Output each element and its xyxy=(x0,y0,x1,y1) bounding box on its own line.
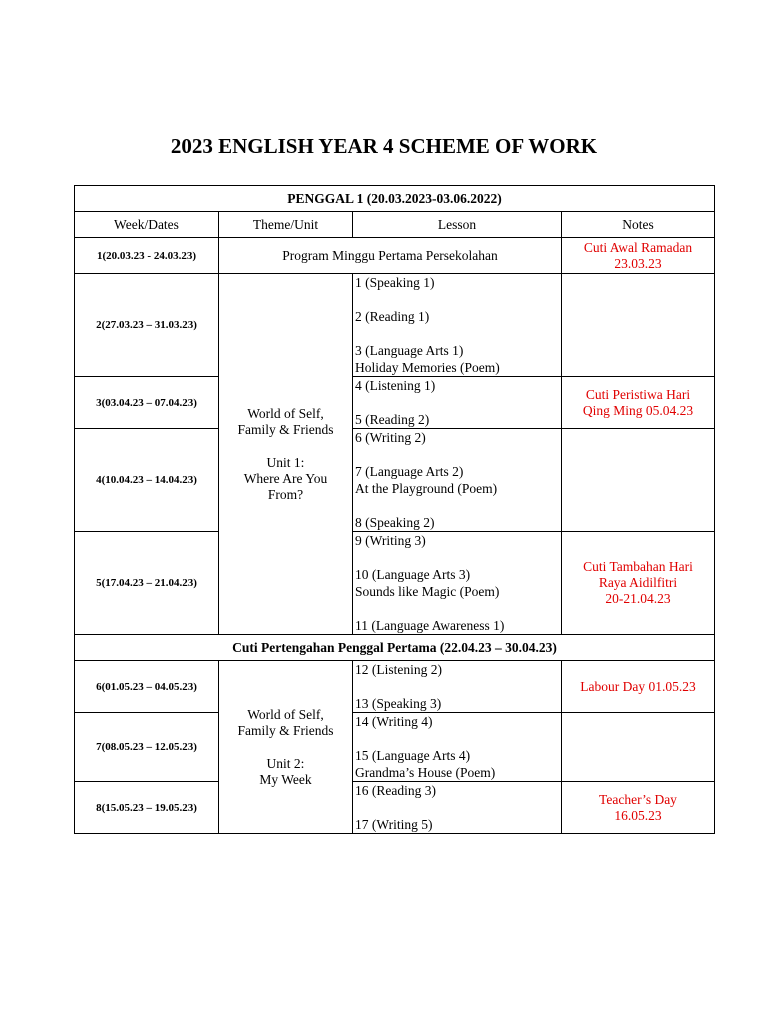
lesson-line: Sounds like Magic (Poem) xyxy=(355,584,500,599)
scheme-of-work-table xyxy=(74,185,715,834)
table-row xyxy=(75,429,715,532)
lesson-line: 8 (Speaking 2) xyxy=(355,515,435,530)
week-dates: 3(03.04.23 – 07.04.23) xyxy=(75,377,219,429)
theme-line: Family & Friends xyxy=(237,722,334,738)
notes-cell xyxy=(562,238,715,274)
theme-line: World of Self, xyxy=(247,706,324,722)
note-line: Cuti Peristiwa Hari xyxy=(585,386,691,402)
week-dates: 4(10.04.23 – 14.04.23) xyxy=(75,429,219,532)
note-line: Raya Aidilfitri xyxy=(598,575,678,590)
column-header-row xyxy=(75,212,715,238)
lesson-line: Holiday Memories (Poem) xyxy=(355,360,500,375)
lesson-cell xyxy=(353,661,562,713)
lesson-line: 3 (Language Arts 1) xyxy=(355,343,464,358)
lesson-line: 6 (Writing 2) xyxy=(355,430,426,445)
notes-cell xyxy=(562,661,715,713)
lesson-cell xyxy=(353,274,562,377)
lesson-line: 10 (Language Arts 3) xyxy=(355,567,471,582)
theme-line: World of Self, xyxy=(247,405,324,421)
notes-cell xyxy=(562,532,715,635)
week-dates: 5(17.04.23 – 21.04.23) xyxy=(75,532,219,635)
lesson-cell xyxy=(353,782,562,834)
unit-line: Unit 1: xyxy=(266,454,305,470)
week-dates: 2(27.03.23 – 31.03.23) xyxy=(75,274,219,377)
lesson-line: 7 (Language Arts 2) xyxy=(355,464,464,479)
notes-cell xyxy=(562,274,715,377)
lesson-line: 13 (Speaking 3) xyxy=(355,696,442,711)
column-header-theme: Theme/Unit xyxy=(219,212,353,238)
unit-line: Where Are You xyxy=(243,470,328,486)
notes-cell xyxy=(562,782,715,834)
lesson-line: 4 (Listening 1) xyxy=(355,378,436,393)
lesson-cell xyxy=(353,377,562,429)
note-line: 16.05.23 xyxy=(614,807,662,823)
note-line: Cuti Tambahan Hari xyxy=(583,559,693,574)
lesson-cell xyxy=(353,713,562,782)
note-line: Teacher’s Day xyxy=(599,791,677,807)
table-row xyxy=(75,377,715,429)
unit-line: My Week xyxy=(259,771,312,787)
term-header: PENGGAL 1 (20.03.2023-03.06.2022) xyxy=(75,186,715,212)
note-line: Labour Day 01.05.23 xyxy=(580,678,696,694)
week-dates: 7(08.05.23 – 12.05.23) xyxy=(75,713,219,782)
lesson-line: 9 (Writing 3) xyxy=(355,533,426,548)
page-title: 2023 ENGLISH YEAR 4 SCHEME OF WORK xyxy=(170,134,598,158)
program-cell: Program Minggu Pertama Persekolahan xyxy=(219,238,562,274)
theme-line: Family & Friends xyxy=(237,421,334,437)
lesson-line: 5 (Reading 2) xyxy=(355,412,430,427)
table-row xyxy=(75,713,715,782)
unit-line: From? xyxy=(267,486,304,502)
lesson-line: Grandma’s House (Poem) xyxy=(355,765,496,780)
notes-cell xyxy=(562,713,715,782)
column-header-week: Week/Dates xyxy=(75,212,219,238)
lesson-cell xyxy=(353,429,562,532)
week-dates: 1(20.03.23 - 24.03.23) xyxy=(75,238,219,274)
column-header-lesson: Lesson xyxy=(353,212,562,238)
week-dates: 6(01.05.23 – 04.05.23) xyxy=(75,661,219,713)
table-row xyxy=(75,238,715,274)
week-dates: 8(15.05.23 – 19.05.23) xyxy=(75,782,219,834)
note-line: 23.03.23 xyxy=(614,255,662,271)
lesson-cell xyxy=(353,532,562,635)
note-line: Cuti Awal Ramadan xyxy=(583,239,693,255)
table-row xyxy=(75,782,715,834)
lesson-line: 11 (Language Awareness 1) xyxy=(355,618,505,633)
column-header-notes: Notes xyxy=(562,212,715,238)
break-label: Cuti Pertengahan Penggal Pertama (22.04.23 – 30.04.23) xyxy=(75,635,715,661)
note-line: Qing Ming 05.04.23 xyxy=(582,402,694,418)
table-row xyxy=(75,661,715,713)
term-header-row xyxy=(75,186,715,212)
note-line: 20-21.04.23 xyxy=(605,591,671,606)
unit-line: Unit 2: xyxy=(266,755,305,771)
lesson-line: 12 (Listening 2) xyxy=(355,662,442,677)
theme-unit-cell xyxy=(219,274,353,635)
table-row xyxy=(75,532,715,635)
table-row xyxy=(75,274,715,377)
lesson-line: 17 (Writing 5) xyxy=(355,817,433,832)
theme-unit-cell xyxy=(219,661,353,834)
lesson-line: At the Playground (Poem) xyxy=(355,481,498,496)
lesson-line: 16 (Reading 3) xyxy=(355,783,436,798)
lesson-line: 1 (Speaking 1) xyxy=(355,275,435,290)
notes-cell xyxy=(562,429,715,532)
lesson-line: 2 (Reading 1) xyxy=(355,309,430,324)
break-row xyxy=(75,635,715,661)
lesson-line: 15 (Language Arts 4) xyxy=(355,748,471,763)
lesson-line: 14 (Writing 4) xyxy=(355,714,433,729)
notes-cell xyxy=(562,377,715,429)
